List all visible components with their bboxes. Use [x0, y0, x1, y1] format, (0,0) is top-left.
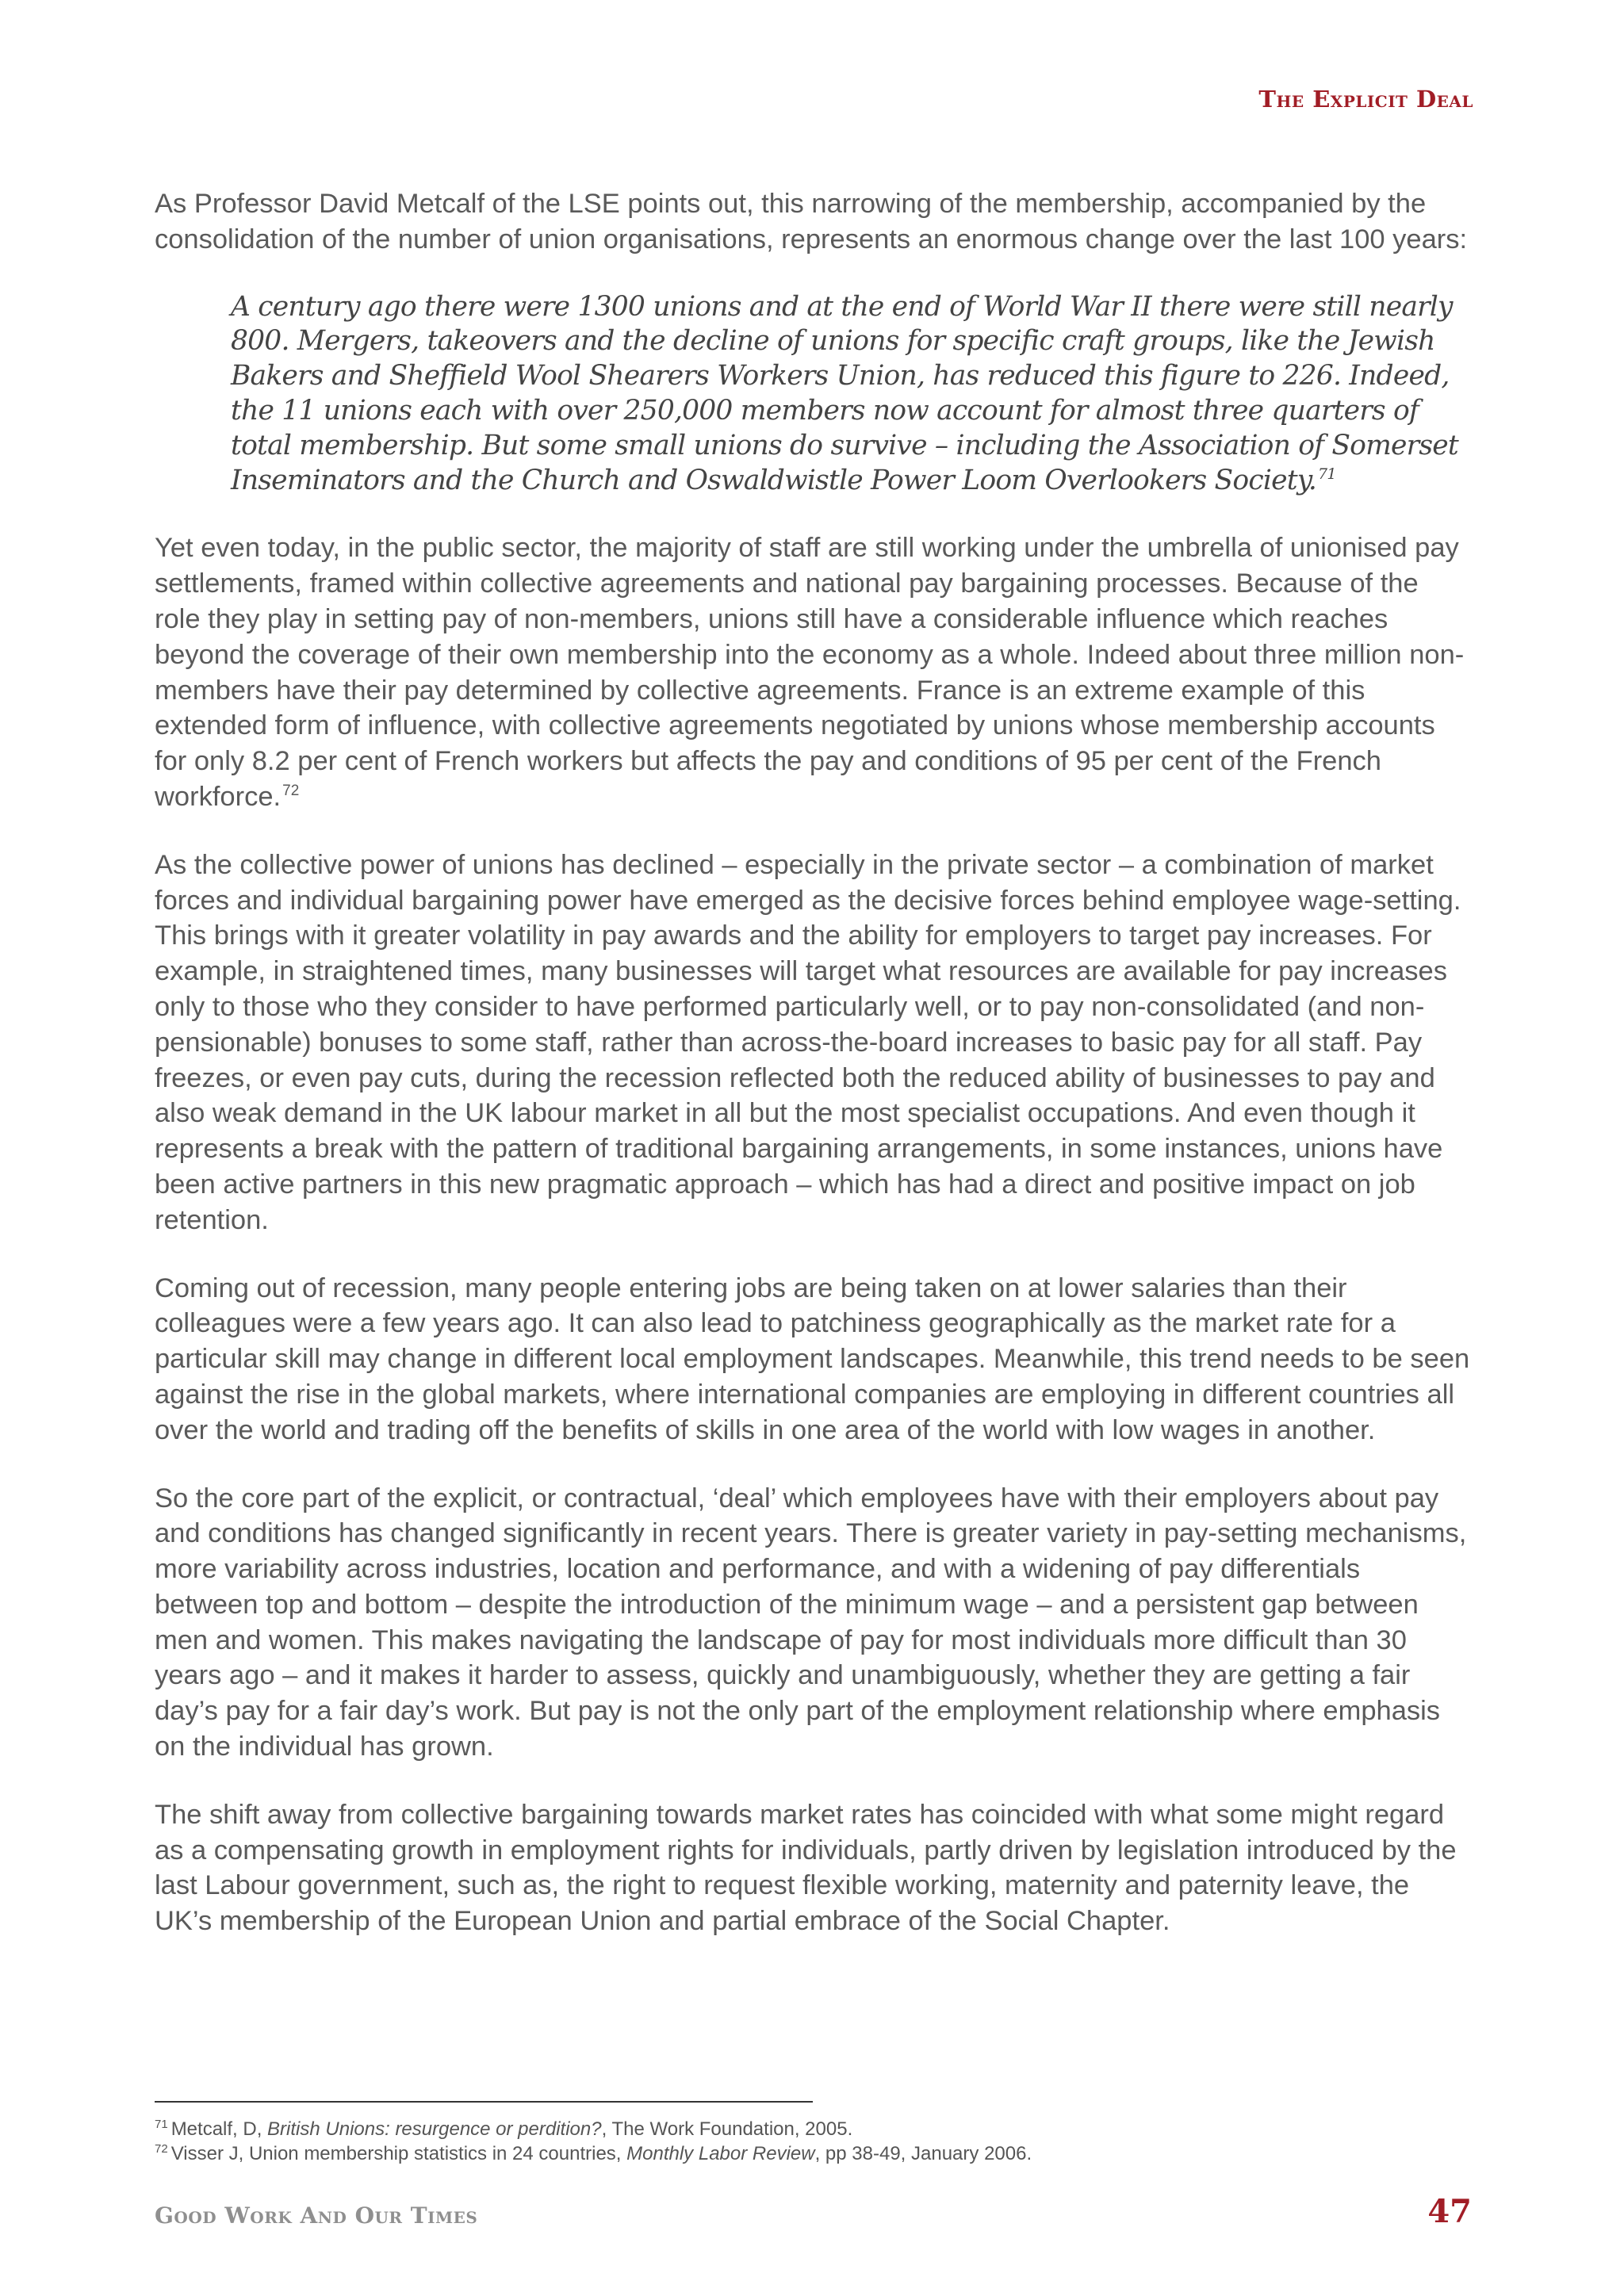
footnotes: [155, 2117, 1423, 2166]
footnote-title: British Unions: resurgence or perdition?: [267, 2118, 602, 2140]
running-header: The Explicit Deal: [1258, 86, 1473, 113]
paragraph-1: As Professor David Metcalf of the LSE points out, this narrowing of the membership, accompanied by the consolidation of the number of union organisations, represents an enormous change over the last 100 years:: [155, 189, 1468, 254]
footnote-71: [155, 2117, 1423, 2141]
main-content: [155, 186, 1471, 1972]
footnote-text: , The Work Foundation, 2005.: [601, 2118, 853, 2140]
footnote-title: Monthly Labor Review: [626, 2143, 815, 2164]
paragraph-2-text: Yet even today, in the public sector, the majority of staff are still working under the umbrella of unionised pay settlements, framed within collective agreements and national pay bargaining processes. Because of the role they play in setting pay of non-members, unions still have a considerable influence which reaches beyond the coverage of their own membership into the economy as a whole. Indeed about three million non-members have their pay determined by collective agreements. France is an extreme example of this extended form of influence, with collective agreements negotiated by unions whose membership accounts for only 8.2 per cent of French workers but affects the pay and conditions of 95 per cent of the French workforce.: [155, 533, 1465, 812]
footnote-number: 71: [155, 2118, 168, 2131]
footnote-text: Visser J, Union membership statistics in 24 countries,: [170, 2143, 627, 2164]
footnote-divider: [155, 2101, 813, 2103]
footer-title: Good Work And Our Times: [155, 2202, 478, 2229]
block-quote-text: A century ago there were 1300 unions and at the end of World War II there were still nearly 800. Mergers, takeovers and the decline of unions for specific craft groups, like the Jewish Bakers and Sheffield Wool Shearers Workers Union, has reduced this figure to 226. Indeed, the 11 unions each with over 250,000 members now account for almost three quarters of total membership. But some small unions do survive – including the Association of Somerset Inseminators and the Church and Oswaldwistle Power Loom Overlookers Society.: [231, 290, 1458, 496]
page-number: 47: [1427, 2193, 1472, 2230]
paragraph-5: So the core part of the explicit, or contractual, ‘deal’ which employees have with their employers about pay and conditions has changed significantly in recent years. There is greater variety in pay-setting mechanisms, more variability across industries, location and performance, and with a widening of pay differentials between top and bottom – despite the introduction of the minimum wage – and a persistent gap between men and women. This makes navigating the landscape of pay for most individuals more difficult than 30 years ago – and it makes it harder to assess, quickly and unambiguously, whether they are getting a fair day’s pay for a fair day’s work. But pay is not the only part of the employment relationship where emphasis on the individual has grown.: [155, 1483, 1467, 1762]
paragraph-2: [155, 530, 1471, 814]
paragraph-6: The shift away from collective bargaining towards market rates has coincided with what some might regard as a compensating growth in employment rights for individuals, partly driven by legislation introduced by the last Labour government, such as, the right to request flexible working, maternity and paternity leave, the UK’s membership of the European Union and partial embrace of the Social Chapter.: [155, 1799, 1457, 1937]
paragraph-3: As the collective power of unions has declined – especially in the private sector – a combination of market forces and individual bargaining power have emerged as the decisive forces behind employee wage-setting. This brings with it greater volatility in pay awards and the ability for employers to target pay increases. For example, in straightened times, many businesses will target what resources are available for pay increases only to those who they consider to have performed particularly well, or to pay non-consolidated (and non-pensionable) bonuses to some staff, rather than across-the-board increases to basic pay for all staff. Pay freezes, or even pay cuts, during the recession reflected both the reduced ability of businesses to pay and also weak demand in the UK labour market in all but the most specialist occupations. And even though it represents a break with the pattern of traditional bargaining arrangements, in some instances, unions have been active partners in this new pragmatic approach – which has had a direct and positive impact on job retention.: [155, 849, 1461, 1235]
footnote-ref-72[interactable]: 72: [282, 782, 300, 799]
footnote-text: Metcalf, D,: [170, 2118, 268, 2140]
footnote-text: , pp 38-49, January 2006.: [814, 2143, 1032, 2164]
footnote-ref-71[interactable]: 71: [1318, 465, 1336, 483]
paragraph-4: Coming out of recession, many people entering jobs are being taken on at lower salaries than their colleagues were a few years ago. It can also lead to patchiness geographically as the market rate for a particular skill may change in different local employment landscapes. Meanwhile, this trend needs to be seen against the rise in the global markets, where international companies are employing in different countries all over the world and trading off the benefits of skills in one area of the world with low wages in another.: [155, 1272, 1470, 1445]
footnote-72: [155, 2141, 1423, 2166]
block-quote: [231, 290, 1468, 499]
footnote-number: 72: [155, 2142, 168, 2156]
